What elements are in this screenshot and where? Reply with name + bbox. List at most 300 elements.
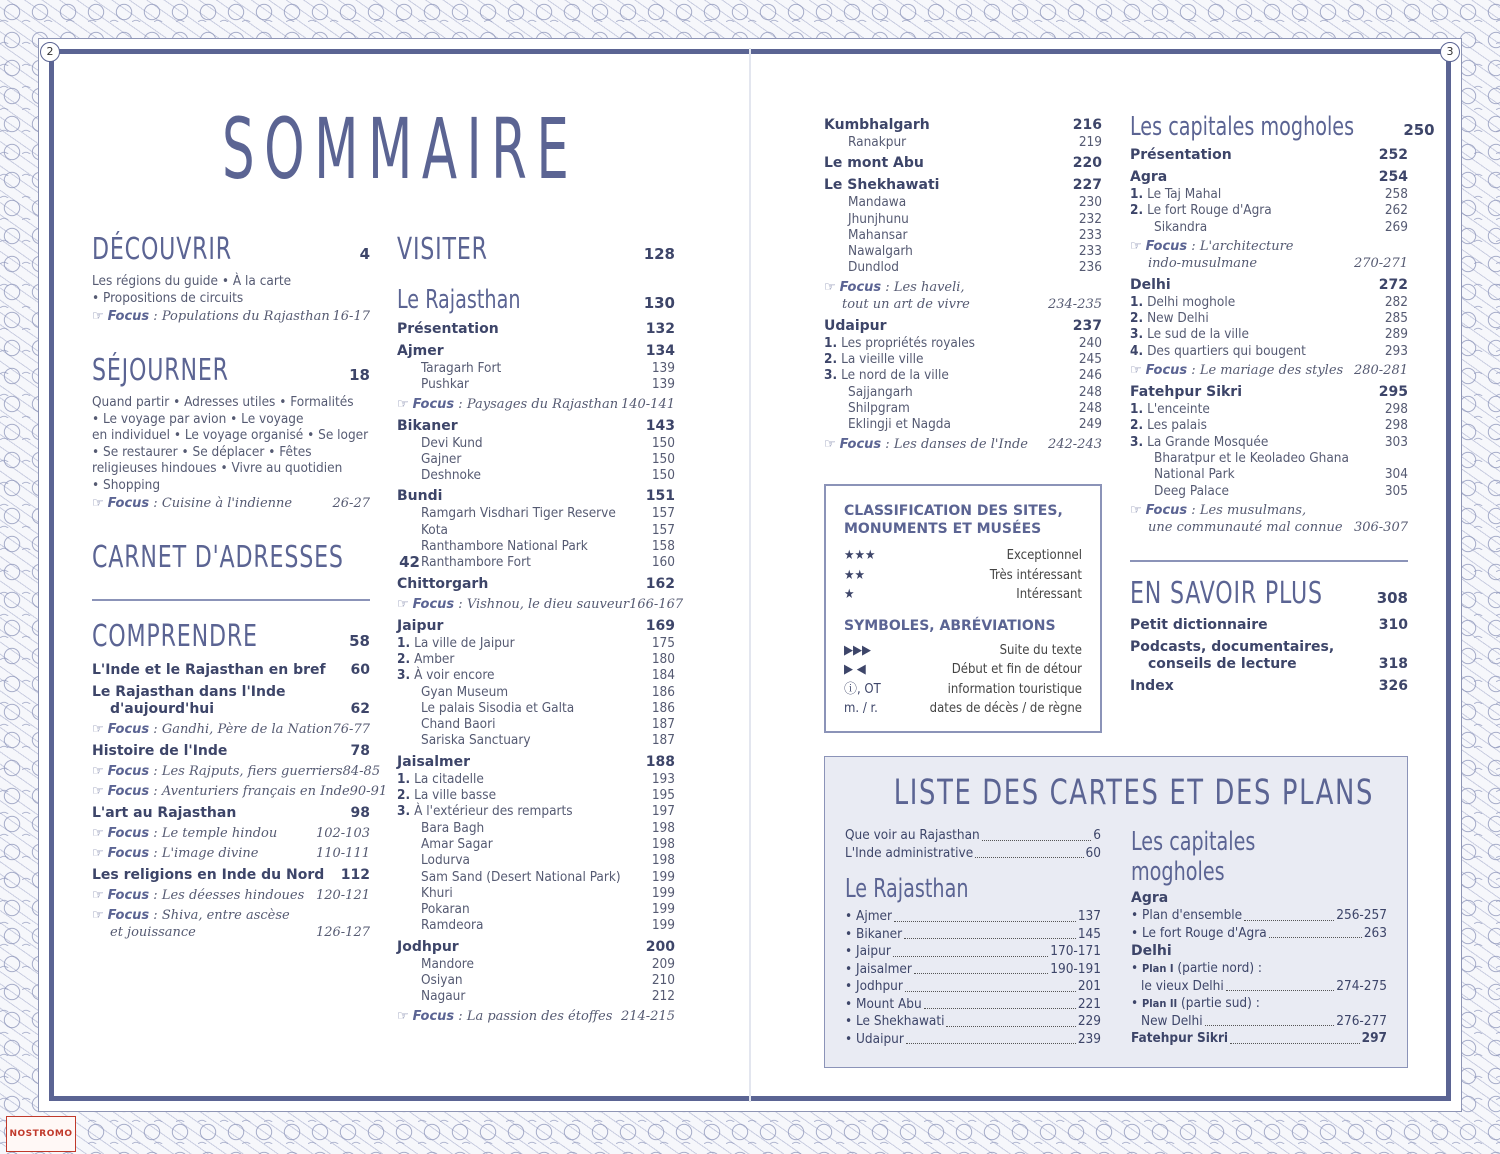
entry-label: Sikandra	[1154, 218, 1208, 235]
entry-label: Kumbhalgarh	[824, 117, 930, 133]
map-entry[interactable]	[1131, 1013, 1387, 1031]
legend-symbol: ★★★	[844, 548, 876, 563]
entry-label	[1130, 186, 1221, 202]
toc-entry[interactable]	[397, 343, 675, 360]
map-page: 274-275	[1336, 977, 1387, 994]
section-sejourner[interactable]	[92, 353, 370, 388]
map-entry[interactable]	[845, 908, 1101, 926]
entry-index: 3.	[824, 367, 838, 384]
focus-text: : Vishnou, le dieu sauveur	[454, 596, 630, 612]
map-page: 297	[1361, 1030, 1387, 1046]
map-label: Fatehpur Sikri	[1131, 1030, 1229, 1046]
entry-label: Fatehpur Sikri	[1130, 384, 1243, 401]
entry-label: L'Inde et le Rajasthan en bref	[92, 662, 326, 678]
entry-index: 2.	[1130, 310, 1144, 327]
entry-label: Mandawa	[848, 194, 907, 211]
toc-entry[interactable]	[824, 177, 1102, 194]
focus-line	[92, 845, 258, 862]
toc-numbered-entry[interactable]	[1130, 294, 1408, 310]
hand-pointer-icon: ☞	[92, 784, 104, 799]
toc-entry[interactable]	[1130, 617, 1408, 634]
focus-entry[interactable]	[397, 396, 675, 413]
toc-entry[interactable]	[1130, 384, 1408, 401]
chapter-rajasthan[interactable]	[397, 285, 675, 315]
focus-text: : Les déesses hindoues	[149, 888, 305, 903]
map-plan-label: Plan I	[1142, 962, 1174, 975]
section-page: 4	[359, 245, 370, 263]
map-label: le vieux Delhi	[1141, 977, 1224, 994]
toc-subentry[interactable]	[397, 901, 675, 917]
toc-subentry[interactable]	[824, 211, 1102, 227]
entry-page: 248	[1078, 399, 1102, 416]
hand-pointer-icon: ☞	[92, 764, 104, 779]
chapter-title: Le Rajasthan	[397, 285, 521, 315]
entry-label: Jaipur	[397, 617, 444, 634]
hand-pointer-icon: ☞	[824, 279, 836, 295]
focus-text-line: indo-musulmane	[1148, 255, 1258, 271]
description-line: Quand partir • Adresses utiles • Formalités	[92, 394, 354, 410]
toc-entry[interactable]	[1130, 277, 1408, 294]
toc-entry[interactable]	[397, 418, 675, 435]
toc-subentry[interactable]	[397, 435, 675, 451]
entry-label	[1130, 434, 1268, 450]
toc-entry[interactable]	[92, 662, 370, 679]
focus-text-line: et jouissance	[110, 925, 196, 940]
toc-subentry[interactable]	[397, 732, 675, 748]
entry-index: 1.	[1130, 293, 1144, 310]
legend-symbol: ★	[844, 587, 855, 602]
entry-label: Eklingji et Nagda	[848, 416, 951, 433]
entry-label: Ranthambore Fort	[421, 554, 531, 571]
entry-index: 1.	[824, 334, 838, 351]
entry-index: 3.	[397, 803, 411, 820]
hand-pointer-icon: ☞	[397, 396, 409, 412]
entry-label-text: Le sud de la ville	[1147, 326, 1250, 343]
focus-text: : Le mariage des styles	[1187, 363, 1344, 379]
legend-stars	[844, 546, 1082, 605]
entry-label: Udaipur	[824, 317, 887, 334]
entry-label: Agra	[1130, 169, 1168, 185]
map-entry[interactable]	[845, 943, 1101, 961]
toc-numbered-entry[interactable]	[397, 787, 675, 803]
entry-index: 3.	[1130, 433, 1144, 450]
entry-label: Lodurva	[421, 852, 470, 869]
focus-label-wrap	[92, 887, 304, 904]
toc-entry[interactable]	[397, 939, 675, 956]
toc-entry[interactable]	[1130, 678, 1408, 695]
toc-subentry[interactable]	[397, 917, 675, 933]
map-page: 276-277	[1336, 1012, 1387, 1029]
focus-line	[92, 907, 290, 924]
toc-subentry[interactable]	[397, 956, 675, 972]
toc-numbered-entry[interactable]	[824, 335, 1102, 351]
section-description	[92, 394, 370, 493]
legend-title: CLASSIFICATION DES SITES,	[844, 503, 1063, 519]
toc-subentry[interactable]	[397, 972, 675, 988]
map-page: 239	[1077, 1030, 1101, 1047]
toc-entry[interactable]	[397, 754, 675, 771]
entry-label: Ajmer	[397, 343, 444, 359]
entry-label-text: À voir encore	[414, 667, 495, 684]
toc-subentry[interactable]	[824, 384, 1102, 400]
entry-label: Nagaur	[421, 988, 466, 1005]
map-entry[interactable]	[845, 978, 1101, 996]
book-spine	[749, 48, 751, 1102]
toc-subentry[interactable]	[397, 451, 675, 467]
focus-entry[interactable]	[92, 825, 370, 842]
toc-numbered-entry[interactable]	[824, 367, 1102, 383]
map-page: 256-257	[1336, 907, 1387, 923]
map-entry[interactable]	[845, 845, 1101, 863]
focus-entry[interactable]	[92, 495, 370, 512]
entry-page: 326	[1378, 677, 1408, 694]
section-savoir[interactable]	[1130, 576, 1408, 611]
focus-entry[interactable]	[1130, 502, 1408, 536]
focus-label-wrap	[92, 763, 343, 780]
entry-page: 188	[645, 753, 675, 770]
focus-entry[interactable]	[92, 763, 381, 780]
focus-pages: 126-127	[315, 925, 370, 940]
focus-label: Focus	[107, 764, 150, 779]
toc-numbered-entry[interactable]	[1130, 434, 1408, 450]
legend-title: SYMBOLES, ABRÉVIATIONS	[844, 617, 1056, 634]
toc-entry[interactable]	[397, 618, 675, 635]
focus-pages: 166-167	[629, 596, 684, 612]
entry-label-line: Le Rajasthan dans l'Inde	[92, 684, 286, 700]
maps-agra-list	[1131, 907, 1387, 942]
focus-entry[interactable]	[92, 783, 388, 800]
section-page: 18	[349, 366, 370, 384]
entry-label	[397, 635, 515, 651]
legend-symbol: ▶▶▶	[844, 642, 871, 658]
focus-text: : L'architecture	[1187, 238, 1294, 254]
toc-numbered-entry[interactable]	[1130, 310, 1408, 326]
entry-page: 232	[1078, 210, 1102, 227]
entry-label-text: La citadelle	[414, 770, 484, 787]
toc-numbered-entry[interactable]	[824, 351, 1102, 367]
page-number-right: 3	[1440, 42, 1460, 62]
entry-label	[1130, 401, 1210, 417]
hand-pointer-icon: ☞	[397, 1008, 409, 1024]
toc-subentry[interactable]	[397, 376, 675, 392]
entry-page: 252	[1378, 147, 1408, 163]
entry-label: Deshnoke	[421, 467, 482, 484]
focus-text: : Gandhi, Père de la Nation	[149, 722, 333, 737]
entry-page: 169	[645, 617, 675, 634]
map-label: • Le fort Rouge d'Agra	[1131, 924, 1267, 941]
legend-row	[844, 546, 1082, 566]
toc-numbered-entry[interactable]	[397, 651, 675, 667]
map-label: • Jaisalmer	[845, 960, 912, 977]
toc-numbered-entry[interactable]	[1130, 326, 1408, 342]
toc-subentry[interactable]	[397, 522, 675, 538]
entry-label-text: À l'extérieur des remparts	[414, 803, 573, 820]
legend-row	[844, 566, 1082, 586]
toc-subentry[interactable]	[397, 820, 675, 836]
focus-pages: 26-27	[332, 496, 370, 511]
focus-entry[interactable]	[1130, 238, 1408, 272]
toc-entry[interactable]	[397, 488, 675, 505]
toc-subentry[interactable]	[824, 134, 1102, 150]
map-entry[interactable]	[1131, 1030, 1387, 1048]
map-page: 137	[1077, 908, 1101, 924]
toc-subentry[interactable]	[824, 400, 1102, 416]
publisher-logo: NOSTROMO	[6, 1116, 76, 1152]
entry-label: L'art au Rajasthan	[92, 805, 237, 821]
entry-index: 3.	[397, 667, 411, 684]
entry-label: Chand Baori	[421, 716, 496, 733]
entry-page: 184	[651, 667, 675, 684]
entry-label: Sam Sand (Desert National Park)	[421, 868, 621, 885]
chapter-capitales[interactable]	[1130, 112, 1435, 142]
legend-label: Intéressant	[1016, 587, 1082, 602]
focus-label-wrap	[397, 596, 629, 613]
map-page: 201	[1077, 978, 1101, 994]
toc-numbered-entry[interactable]	[1130, 343, 1408, 359]
map-entry[interactable]	[845, 996, 1101, 1014]
entry-page: 78	[350, 743, 370, 759]
entry-page: 254	[1378, 169, 1408, 185]
toc-subentry[interactable]	[397, 360, 675, 376]
legend-symbol: ★★	[844, 567, 865, 583]
entry-page: 160	[651, 554, 675, 571]
focus-entry[interactable]	[824, 279, 1102, 313]
legend-label: Début et fin de détour	[951, 662, 1082, 677]
map-entry[interactable]	[845, 1013, 1101, 1031]
toc-subentry[interactable]	[824, 416, 1102, 432]
toc-entry[interactable]	[397, 576, 675, 593]
entry-label: Bara Bagh	[421, 819, 485, 836]
toc-entry[interactable]	[92, 684, 370, 718]
toc-column-2	[397, 232, 684, 1025]
entry-label	[1130, 639, 1334, 673]
toc-list	[1130, 617, 1408, 695]
toc-subentry[interactable]	[397, 869, 675, 885]
section-title: SÉJOURNER	[92, 353, 229, 388]
focus-line	[92, 763, 343, 780]
entry-page: 157	[651, 521, 675, 538]
entry-label: Dundlod	[848, 259, 899, 276]
entry-label: Gajner	[421, 450, 462, 467]
entry-label: Shilpgram	[848, 399, 910, 416]
map-entry[interactable]	[1131, 907, 1387, 925]
map-label: • Mount Abu	[845, 995, 922, 1012]
toc-entry[interactable]	[824, 155, 1102, 172]
entry-page: 186	[651, 699, 675, 716]
entry-index: 3.	[1130, 326, 1144, 343]
toc-subentry[interactable]	[1130, 219, 1408, 235]
map-label: Que voir au Rajasthan	[845, 827, 980, 843]
focus-label-wrap	[1130, 238, 1294, 272]
entry-label-text: Le nord de la ville	[841, 367, 949, 384]
focus-text: : La passion des étoffes	[454, 1008, 613, 1024]
entry-page: 233	[1078, 226, 1102, 243]
toc-numbered-entry[interactable]	[397, 771, 675, 787]
toc-numbered-entry[interactable]	[1130, 417, 1408, 433]
map-label: L'Inde administrative	[845, 844, 974, 861]
focus-line	[92, 887, 304, 904]
entry-label-text: Des quartiers qui bougent	[1147, 342, 1306, 359]
toc-entry[interactable]	[92, 867, 370, 884]
entry-page: 150	[651, 450, 675, 467]
focus-line	[824, 436, 1028, 453]
entry-page: 212	[651, 988, 675, 1005]
entry-label: Jodhpur	[397, 938, 459, 955]
focus-text: : Les danses de l'Inde	[881, 436, 1028, 452]
entry-page: 199	[651, 884, 675, 901]
toc-subentry[interactable]	[397, 700, 675, 716]
focus-label: Focus	[107, 784, 150, 799]
toc-subentry[interactable]	[1130, 483, 1408, 499]
section-visiter[interactable]	[397, 232, 675, 267]
entry-page: 298	[1384, 401, 1408, 418]
toc-subentry[interactable]	[824, 259, 1102, 275]
toc-subentry[interactable]	[397, 988, 675, 1004]
toc-entry[interactable]	[1130, 639, 1408, 673]
map-page: 145	[1077, 925, 1101, 942]
focus-label-wrap	[1130, 362, 1343, 379]
focus-entry[interactable]	[92, 721, 370, 738]
entry-page: 197	[651, 803, 675, 820]
focus-label: Focus	[412, 596, 455, 612]
focus-pages: 214-215	[620, 1008, 675, 1024]
focus-entry[interactable]	[1130, 362, 1408, 379]
toc-subentry[interactable]	[397, 836, 675, 852]
toc-numbered-entry[interactable]	[1130, 186, 1408, 202]
focus-pages: 140-141	[620, 396, 675, 412]
entry-page: 187	[651, 732, 675, 749]
map-entry[interactable]: • Plan I (partie nord) :	[1131, 960, 1263, 976]
section-carnet[interactable]	[92, 540, 420, 575]
legend-label: Suite du texte	[999, 642, 1082, 658]
focus-pages: 102-103	[315, 826, 370, 841]
divider	[1130, 560, 1408, 562]
map-page: 6	[1093, 827, 1101, 843]
hand-pointer-icon: ☞	[92, 826, 104, 841]
focus-pages: 306-307	[1353, 519, 1408, 535]
toc-list	[1130, 147, 1408, 536]
hand-pointer-icon: ☞	[824, 436, 836, 452]
legend-box	[824, 484, 1102, 733]
entry-page: 134	[645, 343, 675, 359]
focus-pages: 16-17	[332, 309, 370, 324]
map-entry[interactable]	[845, 827, 1101, 845]
map-label: • Le Shekhawati	[845, 1013, 945, 1029]
focus-entry[interactable]	[92, 887, 370, 904]
toc-subentry[interactable]	[397, 467, 675, 483]
toc-entry[interactable]	[1130, 169, 1408, 186]
map-page: 221	[1077, 995, 1101, 1012]
entry-page: 303	[1384, 433, 1408, 450]
legend-row	[844, 585, 1082, 605]
toc-subentry[interactable]	[397, 684, 675, 700]
focus-entry[interactable]	[397, 1008, 675, 1025]
toc-subentry[interactable]	[397, 885, 675, 901]
toc-entry[interactable]	[92, 805, 370, 822]
entry-page: 199	[651, 868, 675, 885]
toc-subentry[interactable]	[397, 716, 675, 732]
focus-text: : Paysages du Rajasthan	[454, 396, 619, 412]
section-page: 128	[643, 245, 675, 263]
toc-entry[interactable]	[824, 117, 1102, 134]
toc-entry[interactable]	[824, 318, 1102, 335]
entry-page: 220	[1072, 155, 1102, 172]
map-entry[interactable]	[845, 926, 1101, 944]
toc-numbered-entry[interactable]	[397, 667, 675, 683]
entry-page: 246	[1078, 367, 1102, 384]
entry-page: 175	[651, 634, 675, 651]
entry-page: 318	[1378, 655, 1408, 672]
hand-pointer-icon: ☞	[397, 596, 409, 612]
toc-entry[interactable]	[397, 321, 675, 338]
focus-line	[92, 825, 277, 842]
focus-entry[interactable]	[824, 436, 1102, 453]
toc-subentry[interactable]	[397, 538, 675, 554]
toc-subentry[interactable]	[1130, 450, 1408, 483]
hand-pointer-icon: ☞	[92, 888, 104, 903]
focus-entry[interactable]	[92, 845, 370, 862]
description-line: • Propositions de circuits	[92, 289, 244, 306]
map-entry[interactable]	[845, 1031, 1101, 1049]
hand-pointer-icon: ☞	[1130, 502, 1142, 518]
focus-entry[interactable]	[92, 907, 370, 941]
entry-page: 240	[1078, 334, 1102, 351]
focus-entry[interactable]	[397, 596, 684, 613]
entry-label: Présentation	[1130, 147, 1232, 163]
entry-page: 209	[651, 955, 675, 972]
toc-subentry[interactable]	[397, 505, 675, 521]
entry-page: 162	[645, 575, 675, 592]
chapter-title: Les capitales mogholes	[1130, 112, 1355, 142]
maps-city: Delhi	[1131, 943, 1172, 959]
toc-entry[interactable]	[1130, 147, 1408, 164]
entry-label	[397, 771, 484, 787]
entry-label: Pushkar	[421, 376, 470, 393]
map-plan-label: Plan II	[1142, 997, 1178, 1010]
map-label: • Udaipur	[845, 1030, 904, 1047]
entry-page: 199	[651, 901, 675, 918]
toc-subentry[interactable]	[397, 554, 675, 570]
toc-subentry[interactable]	[824, 194, 1102, 210]
entry-label: Ranakpur	[848, 134, 907, 150]
section-comprendre[interactable]	[92, 619, 370, 654]
entry-page: 249	[1078, 416, 1102, 433]
toc-subentry[interactable]	[824, 243, 1102, 259]
toc-numbered-entry[interactable]	[1130, 401, 1408, 417]
map-entry[interactable]	[1131, 925, 1387, 943]
focus-label-wrap	[92, 721, 332, 738]
entry-page: 216	[1072, 117, 1102, 133]
entry-page: 269	[1384, 218, 1408, 235]
focus-label: Focus	[107, 908, 150, 923]
section-decouvrir[interactable]	[92, 232, 370, 267]
entry-label: Jhunjhunu	[848, 210, 909, 227]
toc-numbered-entry[interactable]	[397, 635, 675, 651]
map-entry[interactable]	[1131, 978, 1387, 996]
toc-entry[interactable]	[92, 743, 370, 760]
map-page: 60	[1085, 844, 1101, 861]
map-label: • Bikaner	[845, 925, 903, 942]
map-entry[interactable]	[845, 961, 1101, 979]
toc-subentry[interactable]	[824, 227, 1102, 243]
toc-numbered-entry[interactable]	[397, 803, 675, 819]
toc-numbered-entry[interactable]	[1130, 202, 1408, 218]
entry-page: 230	[1078, 194, 1102, 211]
maps-left-column	[845, 827, 1101, 1048]
toc-subentry[interactable]	[397, 852, 675, 868]
map-entry[interactable]: • Plan II (partie sud) :	[1131, 995, 1260, 1011]
focus-entry[interactable]	[92, 308, 370, 325]
